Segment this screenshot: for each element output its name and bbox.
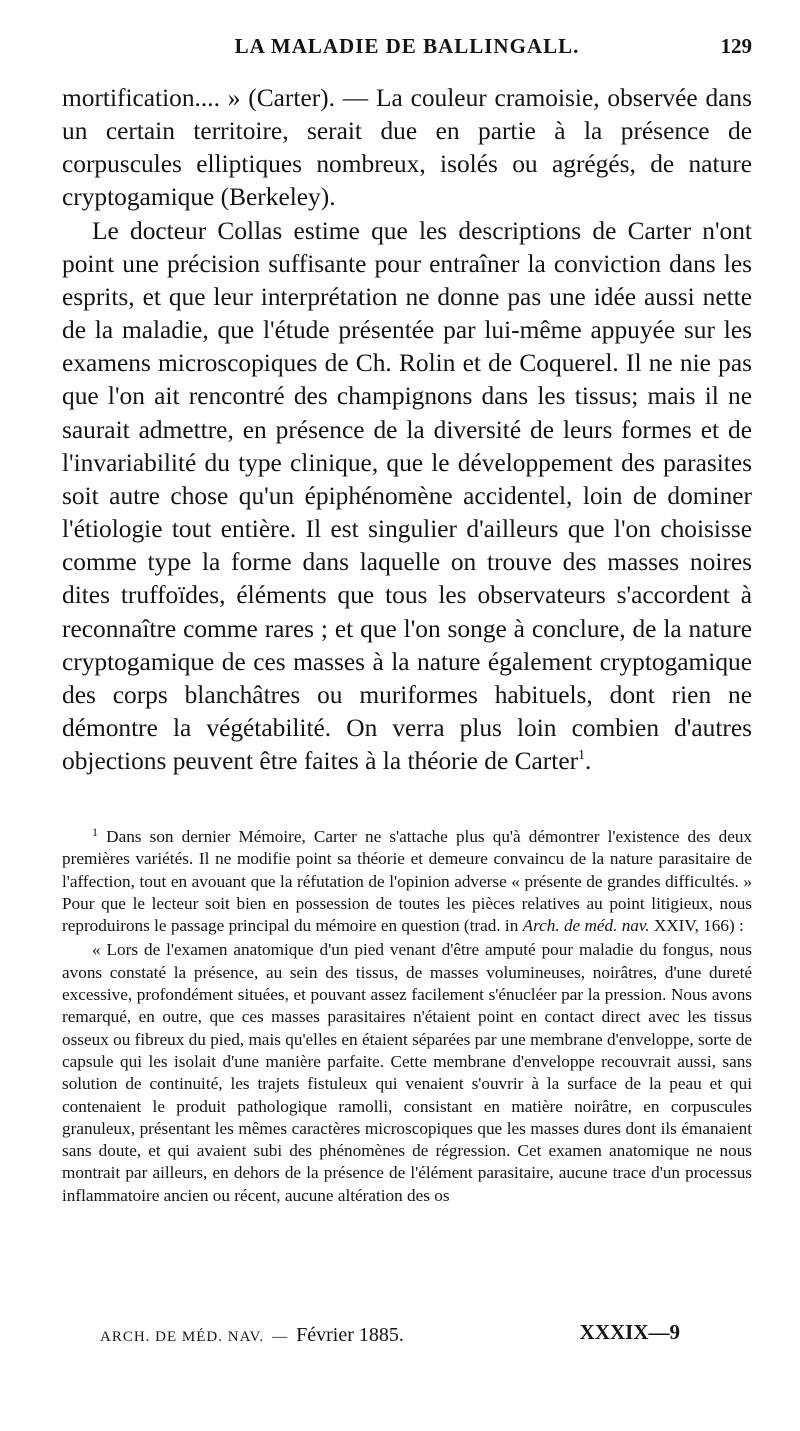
running-title: LA MALADIE DE BALLINGALL.	[234, 34, 580, 58]
page-number: 129	[720, 34, 752, 58]
footnote-1	[62, 826, 752, 937]
footnotes	[62, 826, 752, 1207]
running-head	[62, 34, 752, 70]
footnote-text: Dans son dernier Mémoire, Carter ne s'attache plus qu'à démontrer l'existence des deux premières variétés. Il ne modifie point sa théorie et demeure convaincu de la nature parasitaire de l'affection, tout en avouant que la réfutation de l'opinion adverse « présente de grandes difficultés. » Pour que le lecteur soit bien en possession de toutes les pièces relatives au point litigieux, nous reproduirons le passage principal du mémoire en question (trad. in	[62, 827, 753, 936]
footnote-reference: 1	[578, 748, 586, 764]
footnote-volume: XXIV, 166) :	[653, 916, 744, 936]
footer-date: Février 1885.	[296, 1324, 404, 1346]
footer-separator: —	[272, 1329, 289, 1345]
signature-mark: XXXIX—9	[579, 1320, 680, 1344]
footnote-journal: Arch. de méd. nav.	[522, 916, 650, 936]
footnote-quote: « Lors de l'examen anatomique d'un pied venant d'être amputé pour maladie du fongus, nous avons constaté la présence, au sein des tissus, de masses volumineuses, noirâtres, d'une dureté excessive, profondément situées, et pouvant assez facilement s'énucléer par la pression. Nous avons remarqué, en outre, que ces masses parasitaires n'étaient point en contact direct avec les tissus osseux ou fibreux du pied, mais qu'elles en étaient séparées par une membrane d'enveloppe, sorte de capsule qui les isolait d'une manière parfaite. Cette membrane d'enveloppe recouvrait aussi, sans solution de continuité, les trajets fistuleux qui venaient s'ouvrir à la surface de la peau et qui contenaient le produit pathologique ramolli, consistant en matière noirâtre, en corpuscules granuleux, présentant les mêmes caractères microscopiques que les masses dures dont ils émanaient sans doute, et qui avaient subi des phénomènes de régression. Cet examen anatomique ne nous montrait par ailleurs, en dehors de la présence de l'élément parasitaire, aucune trace d'un processus inflammatoire ancien ou récent, aucune altération des os	[62, 940, 752, 1205]
footer-line	[100, 1320, 700, 1350]
footer-journal: ARCH. DE MÉD. NAV.	[100, 1329, 265, 1345]
paragraph-collas	[62, 215, 752, 779]
footnote-number: 1	[92, 825, 98, 839]
footer-imprint	[100, 1324, 404, 1347]
paragraph-continuation: mortification.... » (Carter). — La couleur cramoisie, observée dans un certain territoire, serait due en partie à la présence de corpuscules elliptiques nombreux, isolés ou agrégés, de nature cryptogamique (Berkeley).	[62, 84, 752, 212]
paragraph-end-punctuation: .	[585, 747, 592, 776]
paragraph-collas-text: Le docteur Collas estime que les descriptions de Carter n'ont point une précision suffisante pour entraîner la conviction dans les esprits, et que leur interprétation ne donne pas une idée aussi nette de la maladie, que l'étude présentée par lui-même appuyée sur les examens microscopiques de Ch. Rolin et de Coquerel. Il ne nie pas que l'on ait rencontré des champignons dans les tissus; mais il ne saurait admettre, en présence de la diversité de leurs formes et de l'invariabilité du type clinique, que le développement des parasites soit autre chose qu'un épiphénomène accidentel, loin de dominer l'étiologie tout entière. Il est singulier d'ailleurs que l'on choisisse comme type la forme dans laquelle on trouve des masses noires dites truffoïdes, éléments que tous les observateurs s'accordent à reconnaître comme rares ; et que l'on songe à conclure, de la nature cryptogamique de ces masses à la nature également cryptogamique des corps blanchâtres ou muriformes habituels, dont rien ne démontre la végétabilité. On verra plus loin combien d'autres objections peuvent être faites à la théorie de Carter	[62, 216, 752, 776]
main-text	[62, 82, 752, 778]
